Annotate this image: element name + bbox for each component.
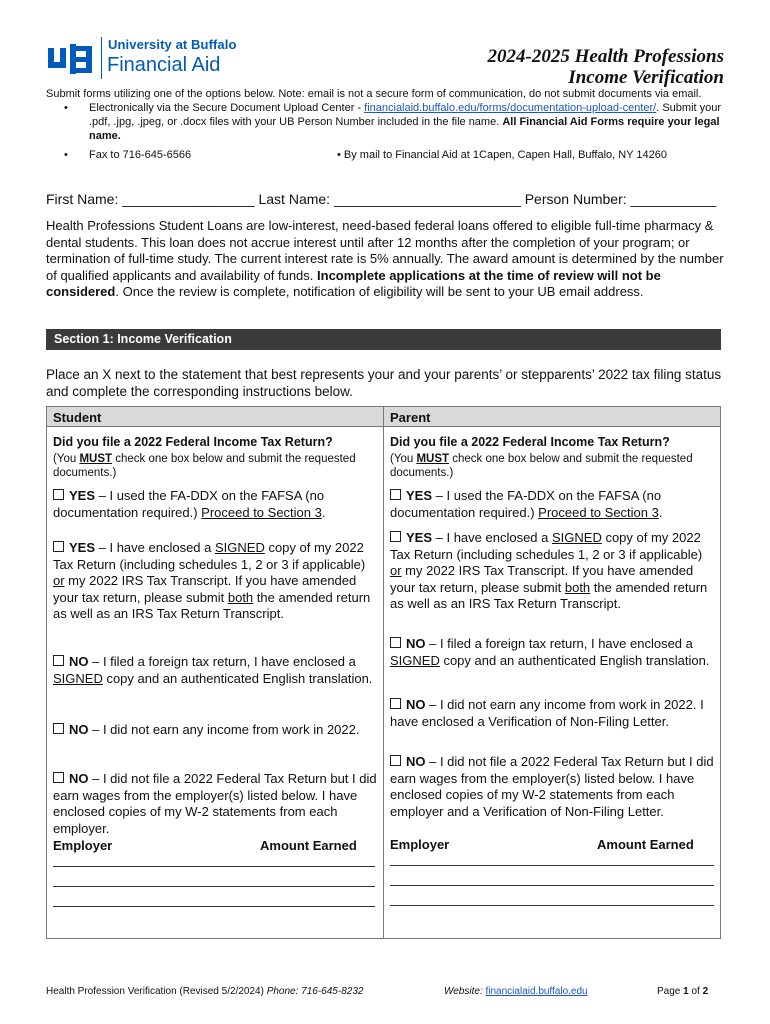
student-note: (You MUST check one box below and submit the requested documents.) — [53, 453, 356, 479]
parent-amount-label: Amount Earned — [597, 837, 694, 852]
ub-logo-icon — [48, 44, 96, 74]
student-option-yes-fafsa: YES – I used the FA-DDX on the FAFSA (no documentation required.) Proceed to Section 3. — [53, 488, 326, 520]
bullet-mail: • By mail to Financial Aid at 1Capen, Capen Hall, Buffalo, NY 14260 — [337, 149, 667, 161]
bullet-fax: Fax to 716-645-6566 — [89, 149, 192, 161]
parent-employer-line-1[interactable] — [390, 865, 714, 866]
parent-no-return-checkbox[interactable] — [390, 755, 401, 766]
logo-department-text: Financial Aid — [107, 54, 221, 76]
table-column-divider — [383, 406, 384, 939]
form-title-line1: 2024-2025 Health Professions — [487, 46, 724, 67]
parent-no-income-checkbox[interactable] — [390, 698, 401, 709]
parent-no-foreign-checkbox[interactable] — [390, 637, 401, 648]
parent-employer-label: Employer — [390, 837, 450, 852]
student-question: Did you file a 2022 Federal Income Tax Return? — [53, 435, 333, 449]
student-no-return-checkbox[interactable] — [53, 772, 64, 783]
section1-instructions: Place an X next to the statement that best represents your and your parents’ or stepparents’ 2022 tax filing status and complete the corresponding instructions below. — [46, 367, 722, 399]
bullet-dot-icon: • — [64, 149, 68, 161]
parent-option-yes-fafsa: YES – I used the FA-DDX on the FAFSA (no documentation required.) Proceed to Section 3. — [390, 488, 663, 520]
footer-revision: Health Profession Verification (Revised 5/2/2024) Phone: 716-645-8232 — [46, 986, 364, 997]
student-no-income-checkbox[interactable] — [53, 723, 64, 734]
student-column-header: Student — [53, 410, 102, 425]
form-title-line2: Income Verification — [568, 67, 724, 88]
logo-divider — [101, 37, 102, 79]
name-fields-line[interactable]: First Name: _________________ Last Name: ________________________ Person Number: ___________ — [46, 191, 717, 207]
student-option-no-foreign: NO – I filed a foreign tax return, I have enclosed a SIGNED copy and an authenticated English translation. — [53, 654, 373, 686]
student-employer-line-3[interactable] — [53, 906, 375, 907]
student-option-yes-return: YES – I have enclosed a SIGNED copy of my 2022 Tax Return (including schedules 1, 2 or 3 if applicable) or my 2022 IRS Tax Transcript. If you have amended your tax return, please submit both the amended return as well as an IRS Tax Return Transcript. — [53, 540, 371, 621]
parent-option-no-return-wages: NO – I did not file a 2022 Federal Tax Return but I did earn wages from the employer(s) listed below. I have enclosed copies of my W-2 statements from each employer and a Verification of Non-Filing Letter. — [390, 754, 714, 819]
student-employer-label: Employer — [53, 838, 113, 853]
parent-yes-return-checkbox[interactable] — [390, 531, 401, 542]
website-link[interactable]: financialaid.buffalo.edu — [485, 986, 588, 997]
parent-note: (You MUST check one box below and submit the requested documents.) — [390, 453, 693, 479]
student-yes-return-checkbox[interactable] — [53, 541, 64, 552]
parent-employer-line-2[interactable] — [390, 885, 714, 886]
student-employer-line-1[interactable] — [53, 866, 375, 867]
submission-intro: Submit forms utilizing one of the options below. Note: email is not a secure form of communication, do not submit documents via email. — [46, 88, 702, 100]
student-option-no-income: NO – I did not earn any income from work in 2022. — [53, 722, 378, 739]
parent-option-no-income: NO – I did not earn any income from work in 2022. I have enclosed a Verification of Non-Filing Letter. — [390, 697, 704, 729]
parent-option-yes-return: YES – I have enclosed a SIGNED copy of my 2022 Tax Return (including schedules 1, 2 or 3 if applicable) or my 2022 IRS Tax Transcript. If you have amended your tax return, please submit both the amended return as well as an IRS Tax Return Transcript. — [390, 530, 708, 611]
loan-description: Health Professions Student Loans are low-interest, need-based federal loans offered to eligible full-time pharmacy & dental students. This loan does not accrue interest until after 12 months after the completion of your program; or termination of full-time study. The current interest rate is 5% annually. The award amount is determined by the number of qualified applicants and availability of funds. Incomplete applications at the time of review will not be considered. Once the review is complete, notification of eligibility will be sent to your UB email address. — [46, 218, 724, 299]
section1-header: Section 1: Income Verification — [46, 329, 721, 350]
student-amount-label: Amount Earned — [260, 838, 357, 853]
student-yes-fafsa-checkbox[interactable] — [53, 489, 64, 500]
parent-yes-fafsa-checkbox[interactable] — [390, 489, 401, 500]
parent-question: Did you file a 2022 Federal Income Tax Return? — [390, 435, 670, 449]
footer-page-number: Page 1 of 2 — [657, 986, 709, 997]
footer-website: Website: financialaid.buffalo.edu — [444, 986, 588, 997]
upload-center-link[interactable]: financialaid.buffalo.edu/forms/documentation-upload-center/ — [364, 102, 657, 114]
parent-employer-line-3[interactable] — [390, 905, 714, 906]
bullet-dot-icon: • — [64, 102, 68, 114]
student-option-no-return-wages: NO – I did not file a 2022 Federal Tax Return but I did earn wages from the employer(s) listed below. I have enclosed copies of my W-2 statements from each employer. — [53, 771, 377, 836]
bullet-upload: Electronically via the Secure Document Upload Center - financialaid.buffalo.edu/forms/documentation-upload-center/. Submit your .pdf, .jpg, .jpeg, or .docx files with your UB Person Number included in the file name. All Financial Aid Forms require your legal name. — [89, 102, 722, 142]
parent-column-header: Parent — [390, 410, 431, 425]
student-no-foreign-checkbox[interactable] — [53, 655, 64, 666]
student-employer-line-2[interactable] — [53, 886, 375, 887]
logo-university-text: University at Buffalo — [108, 37, 237, 52]
parent-option-no-foreign: NO – I filed a foreign tax return, I have enclosed a SIGNED copy and an authenticated English translation. — [390, 636, 710, 668]
